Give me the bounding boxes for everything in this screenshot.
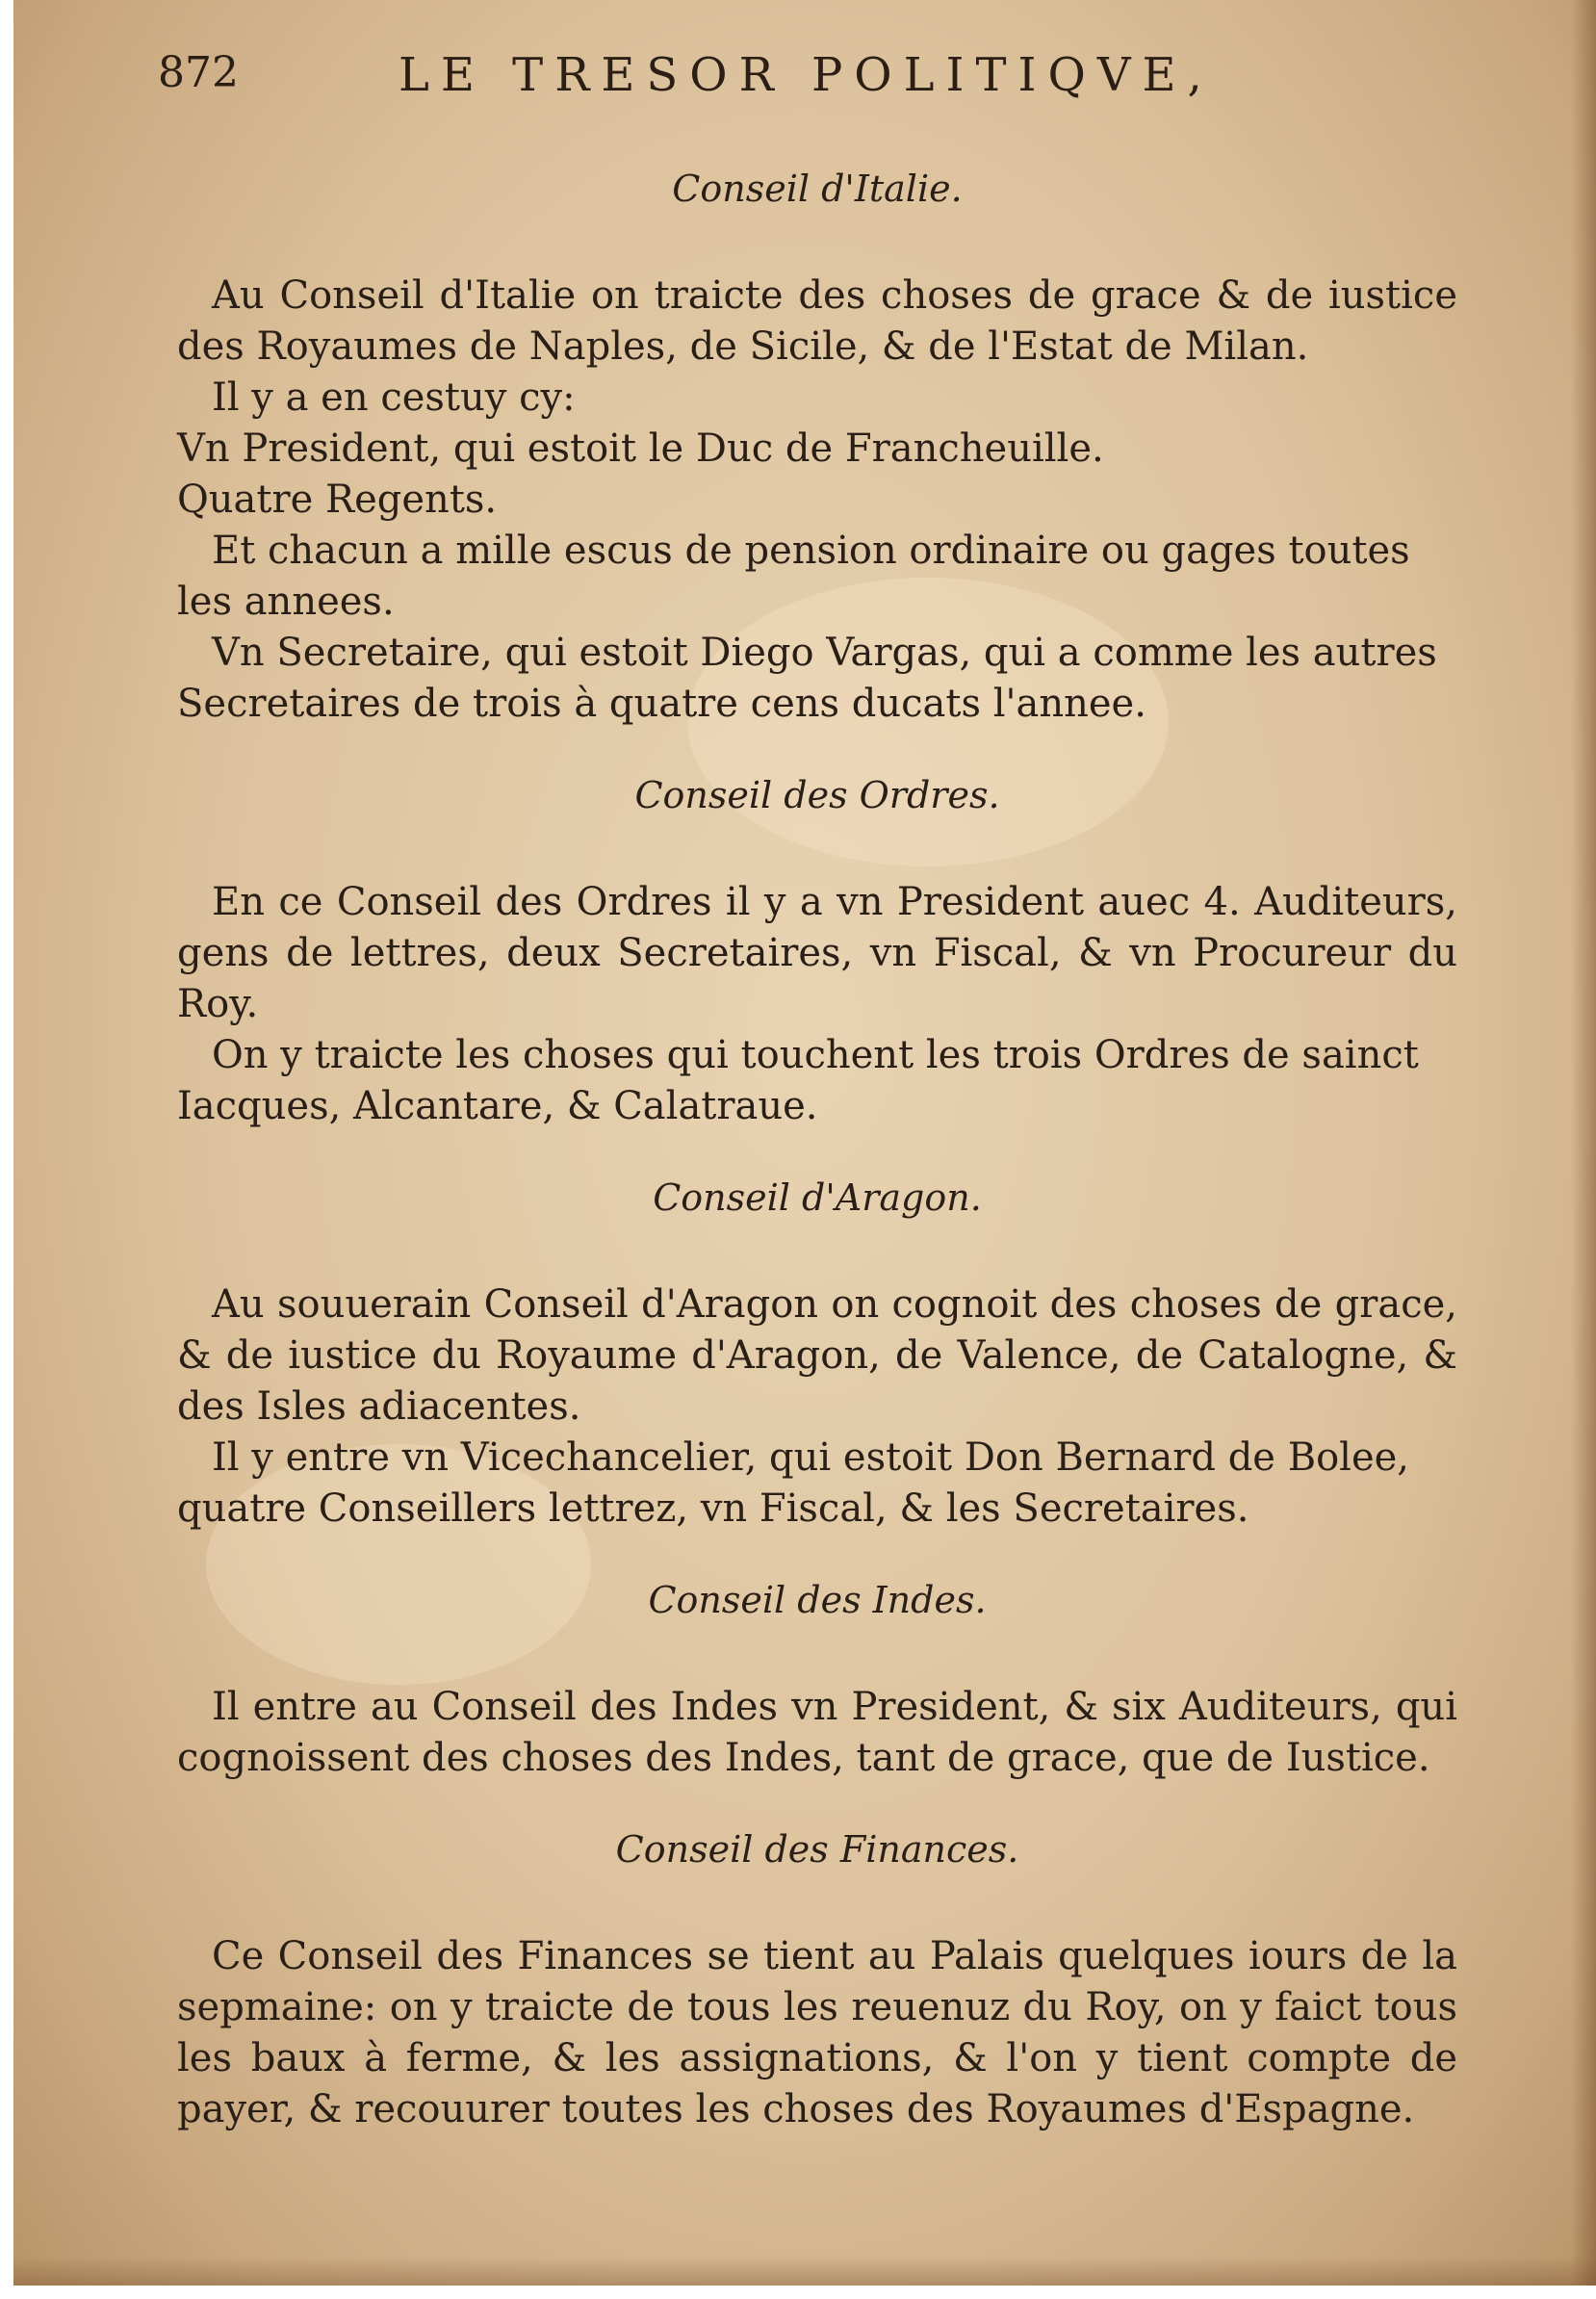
page-edge-shadow <box>1571 0 1596 2286</box>
book-page <box>13 0 1596 2286</box>
section-heading: Conseil d'Italie. <box>672 168 963 210</box>
body-text <box>177 164 1457 2135</box>
section-ordres <box>177 770 1457 1132</box>
paragraph: En ce Conseil des Ordres il y a vn President auec 4. Auditeurs, gens de lettres, deux Secretaires, vn Fiscal, & vn Procureur du Roy. <box>177 880 1457 1026</box>
section-italie <box>177 164 1457 730</box>
running-head <box>158 48 1313 116</box>
page-number: 872 <box>158 48 239 97</box>
section-indes <box>177 1575 1457 1784</box>
section-heading: Conseil d'Aragon. <box>653 1176 982 1219</box>
paragraph: Quatre Regents. <box>177 478 498 522</box>
paragraph: Vn President, qui estoit le Duc de Francheuille. <box>177 426 1104 471</box>
section-heading: Conseil des Finances. <box>615 1828 1019 1871</box>
paragraph: Vn Secretaire, qui estoit Diego Vargas, qui a comme les autres Secretaires de trois à quatre cens ducats l'annee. <box>177 631 1437 726</box>
paragraph: On y traicte les choses qui touchent les trois Ordres de sainct Iacques, Alcantare, & Calatraue. <box>177 1033 1419 1128</box>
paragraph: Au Conseil d'Italie on traicte des choses de grace & de iustice des Royaumes de Naples, de Sicile, & de l'Estat de Milan. <box>177 273 1457 369</box>
page-edge-shadow <box>13 2257 1596 2286</box>
section-finances <box>177 1824 1457 2135</box>
paragraph: Il y entre vn Vicechancelier, qui estoit Don Bernard de Bolee, quatre Conseillers lettrez, vn Fiscal, & les Secretaires. <box>177 1435 1410 1531</box>
paragraph: Et chacun a mille escus de pension ordinaire ou gages toutes les annees. <box>177 529 1410 624</box>
section-heading: Conseil des Indes. <box>648 1579 987 1621</box>
section-aragon <box>177 1173 1457 1535</box>
paragraph: Il y a en cestuy cy: <box>212 375 576 420</box>
paragraph: Au souuerain Conseil d'Aragon on cognoit des choses de grace, & de iustice du Royaume d'Aragon, de Valence, de Catalogne, & des Isles adiacentes. <box>177 1282 1457 1429</box>
running-title: LE TRESOR POLITIQVE, <box>399 48 1214 102</box>
paragraph: Ce Conseil des Finances se tient au Palais quelques iours de la sepmaine: on y traicte de tous les reuenuz du Roy, on y faict tous les baux à ferme, & les assignations, & l'on y tient compte de payer, & recouurer toutes les choses des Royaumes d'Espagne. <box>177 1934 1457 2131</box>
paragraph: Il entre au Conseil des Indes vn President, & six Auditeurs, qui cognoissent des choses des Indes, tant de grace, que de Iustice. <box>177 1685 1457 1780</box>
section-heading: Conseil des Ordres. <box>634 774 1000 816</box>
